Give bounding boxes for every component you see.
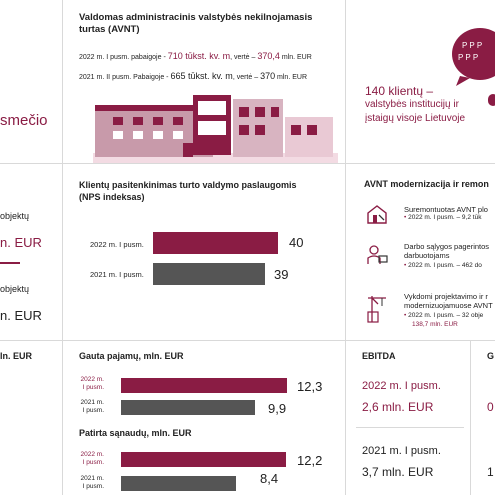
mod-item2-title: Darbo sąlygos pagerintos darbuotojams — [404, 242, 490, 260]
mod-item2-bullet: • 2022 m. I pusm. – 462 do — [404, 262, 482, 269]
costs-bar-2022 — [121, 452, 286, 467]
income-title: Gauta pajamų, mln. EUR — [79, 351, 184, 361]
nps-value-2021: 39 — [274, 267, 289, 282]
divider — [470, 340, 471, 495]
costs-label-2022: 2022 m. I pusm. — [80, 451, 104, 466]
nps-bar-2022 — [153, 232, 278, 254]
left-title-partial: smečio — [0, 112, 48, 129]
mod-item1-title: Suremontuotas AVNT plo — [404, 205, 488, 214]
divider — [345, 0, 346, 340]
modernization-title: AVNT modernizacija ir remon — [364, 179, 489, 189]
right-partial-value1: 0 — [487, 400, 494, 414]
svg-text:P P P: P P P — [458, 53, 479, 62]
nps-bar-2021 — [153, 263, 265, 285]
clients-desc-1: valstybės institucijų ir — [365, 99, 459, 110]
income-label-2021: 2021 m. I pusm. — [80, 399, 104, 414]
costs-value-2021: 8,4 — [260, 471, 279, 486]
right-partial-title: G — [487, 351, 495, 361]
avnt-line-2022: 2022 m. I pusm. pabaigoje - 710 tūkst. kv. m, vertė – 370,4 mln. EUR — [79, 51, 312, 61]
divider — [345, 340, 346, 495]
mod-item3-title: Vykdomi projektavimo ir r modernizuojamuose AVNT — [404, 292, 493, 310]
nps-value-2022: 40 — [289, 235, 304, 250]
divider — [62, 0, 63, 495]
mod-item3-bullet: • 2022 m. I pusm. – 32 obje — [404, 312, 484, 319]
left-item2-label: objektų — [0, 284, 30, 294]
ebitda-period-2021: 2021 m. I pusm. — [362, 445, 441, 457]
ebitda-value-2022: 2,6 mln. EUR — [362, 400, 434, 414]
clients-desc-2: įstaigų visoje Lietuvoje — [365, 113, 466, 124]
divider — [0, 163, 495, 164]
left-bottom-label: ln. EUR — [0, 351, 33, 361]
nps-label-2021: 2021 m. I pusm. — [90, 270, 144, 279]
costs-title: Patirta sąnaudų, mln. EUR — [79, 428, 192, 438]
costs-bar-2021 — [121, 476, 236, 491]
mod-item3-bullet2: 138,7 mln. EUR — [412, 321, 458, 328]
costs-value-2022: 12,2 — [297, 453, 323, 468]
income-value-2021: 9,9 — [268, 401, 287, 416]
workplace-icon — [366, 244, 388, 266]
clients-count: 140 klientų – — [365, 84, 434, 98]
ebitda-period-2022: 2022 m. I pusm. — [362, 380, 441, 392]
svg-text:P P P: P P P — [462, 41, 483, 50]
divider — [0, 340, 495, 341]
construction-crane-icon — [366, 294, 388, 324]
income-bar-2022 — [121, 378, 287, 393]
income-label-2022: 2022 m. I pusm. — [80, 376, 104, 391]
avnt-line-2021: 2021 m. II pusm. Pabaigoje - 665 tūkst. kv. m, vertė – 370 mln. EUR — [79, 71, 307, 81]
avnt-title: Valdomas administracinis valstybės nekilnojamasis turtas (AVNT) — [79, 12, 313, 35]
speech-bubble-icon — [450, 26, 495, 86]
mod-item1-bullet: • 2022 m. I pusm. – 9,2 tūk — [404, 214, 482, 221]
left-accent-line — [0, 262, 20, 264]
right-partial-value2: 1 — [487, 465, 494, 479]
income-bar-2021 — [121, 400, 255, 415]
nps-label-2022: 2022 m. I pusm. — [90, 240, 144, 249]
income-value-2022: 12,3 — [297, 379, 323, 394]
ebitda-title: EBITDA — [362, 351, 396, 361]
left-item1-label: objektų — [0, 211, 30, 221]
bubble-small — [488, 94, 495, 106]
ebitda-divider — [356, 427, 464, 428]
buildings-illustration — [93, 95, 338, 163]
ebitda-value-2021: 3,7 mln. EUR — [362, 465, 434, 479]
costs-label-2021: 2021 m. I pusm. — [80, 475, 104, 490]
left-item1-value: n. EUR — [0, 235, 42, 250]
left-item2-value: n. EUR — [0, 308, 42, 323]
nps-title: Klientų pasitenkinimas turto valdymo paslaugomis (NPS indeksas) — [79, 180, 297, 202]
house-repair-icon — [366, 203, 388, 225]
